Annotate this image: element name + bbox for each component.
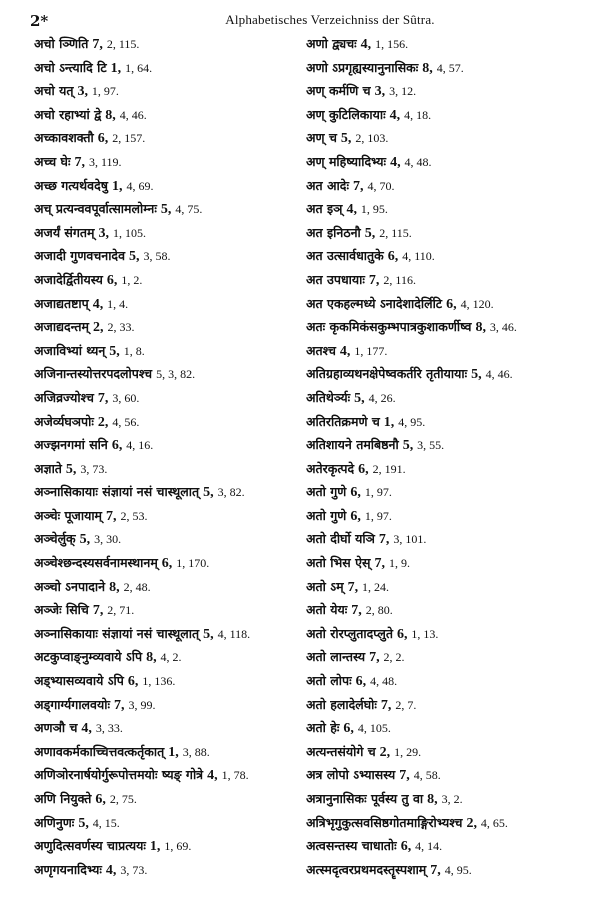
sutra-entry xyxy=(306,244,596,268)
sutra-text: अजाविभ्यां थ्यन् xyxy=(34,342,106,358)
sutra-location: 3, 30. xyxy=(94,532,122,547)
sutra-entry xyxy=(34,598,296,622)
sutra-entry xyxy=(306,197,596,221)
sutra-book: 7, xyxy=(368,272,380,288)
sutra-text: अणो द्व्यचः xyxy=(306,36,357,51)
sutra-book: 2, xyxy=(379,744,391,760)
sutra-entry xyxy=(34,56,296,80)
sutra-book: 6, xyxy=(343,721,354,737)
sutra-entry xyxy=(34,669,296,693)
sutra-text: अजर्यं संगतम् xyxy=(34,224,95,240)
sutra-entry xyxy=(306,669,596,693)
sutra-text: अड्भ्यासव्यवाये ऽपि xyxy=(34,673,124,689)
sutra-location: 4, 65. xyxy=(480,815,508,830)
sutra-text: अत इञ् xyxy=(306,201,343,217)
sutra-text: अतो हेः xyxy=(306,720,340,736)
sutra-book: 8, xyxy=(146,650,157,666)
sutra-book: 7, xyxy=(378,532,390,548)
sutra-entry xyxy=(306,410,596,434)
sutra-location: 2, 53. xyxy=(120,508,148,523)
sutra-entry xyxy=(34,410,296,434)
sutra-entry xyxy=(34,433,296,457)
sutra-entry xyxy=(34,763,296,787)
sutra-location: 4, 105. xyxy=(357,721,391,736)
sutra-text: अञ्चेः पूजायाम् xyxy=(34,507,103,523)
sutra-entry xyxy=(306,504,596,528)
sutra-location: 3, 55. xyxy=(417,438,445,453)
sutra-book: 7, xyxy=(352,178,364,194)
sutra-book: 7, xyxy=(430,862,441,878)
sutra-entry xyxy=(306,174,596,198)
sutra-entry xyxy=(306,150,596,174)
sutra-location: 3, 101. xyxy=(393,532,427,547)
sutra-entry xyxy=(306,103,596,127)
sutra-book: 4, xyxy=(81,721,92,737)
sutra-book: 6, xyxy=(127,674,139,690)
sutra-book: 5, xyxy=(65,461,77,477)
sutra-entry xyxy=(34,315,296,339)
sutra-book: 5, xyxy=(354,390,365,406)
sutra-entry xyxy=(34,858,296,882)
sutra-text: अतो दीर्घो यञि xyxy=(306,531,375,547)
sutra-text: अजादी गुणवचनादेव xyxy=(34,248,126,264)
sutra-location: 2, 71. xyxy=(107,603,135,618)
sutra-location: 1, 156. xyxy=(375,37,409,51)
sutra-entry xyxy=(306,126,596,150)
sutra-text: अञ्चेर्लुक् xyxy=(34,531,76,547)
sutra-entry xyxy=(34,244,296,268)
sutra-entry xyxy=(306,221,596,245)
sutra-book: 5, xyxy=(402,438,414,454)
sutra-location: 1, 9. xyxy=(388,556,410,571)
sutra-entry xyxy=(306,763,596,787)
sutra-location: 4, 95. xyxy=(398,414,426,429)
sutra-entry xyxy=(306,386,596,410)
sutra-book: 3, xyxy=(77,84,88,100)
sutra-entry xyxy=(34,834,296,858)
sutra-entry xyxy=(306,339,596,363)
sutra-entry xyxy=(34,504,296,528)
sutra-location: 4, 95. xyxy=(444,862,472,877)
sutra-location: 4, 46. xyxy=(485,367,513,382)
sutra-book: 4, xyxy=(92,296,104,312)
sutra-text: अञ्चो ऽनपादाने xyxy=(34,578,106,594)
sutra-location: 4, 118. xyxy=(217,626,251,641)
sutra-location: 1, 97. xyxy=(364,508,392,523)
sutra-location: 4, 56. xyxy=(112,414,140,429)
sutra-location: 2, 48. xyxy=(123,579,151,594)
sutra-text: अत आदेः xyxy=(306,177,349,193)
sutra-book: 6, xyxy=(396,626,408,642)
sutra-book: 8, xyxy=(105,107,116,123)
sutra-book: 6, xyxy=(111,438,123,454)
sutra-entry xyxy=(34,575,296,599)
sutra-text: अतिथेर्ञ्यः xyxy=(306,389,351,405)
sutra-text: अत्यन्तसंयोगे च xyxy=(306,743,376,759)
sutra-text: अतिग्रहाव्यथनक्षेपेष्वकर्तरि तृतीयायाः xyxy=(306,366,468,382)
sutra-location: 3, 12. xyxy=(389,84,417,99)
sutra-entry xyxy=(306,315,596,339)
sutra-location: 3, 88. xyxy=(182,744,210,759)
sutra-entry xyxy=(34,197,296,221)
sutra-entry xyxy=(34,787,296,811)
sutra-location: 2, 157. xyxy=(112,131,146,146)
sutra-entry xyxy=(306,740,596,764)
sutra-location: 1, 4. xyxy=(107,296,129,311)
sutra-text: अतश्च xyxy=(306,342,336,358)
sutra-location: 4, 48. xyxy=(370,674,398,689)
sutra-text: अत्रानुनासिकः पूर्वस्य तु वा xyxy=(306,791,424,806)
sutra-location: 2, 75. xyxy=(109,792,137,806)
sutra-book: 3, xyxy=(374,84,386,100)
sutra-text: अजाद्यतष्टाप् xyxy=(34,295,89,311)
sutra-book: 5, xyxy=(129,249,140,265)
sutra-location: 3, 99. xyxy=(128,697,156,712)
sutra-entry xyxy=(34,811,296,835)
sutra-text: अटकुप्वाङ्नुम्व्यवाये ऽपि xyxy=(34,649,143,665)
sutra-text: अञ्नासिकायाः संज्ञायां नसं चास्थूलात् xyxy=(34,484,200,500)
sutra-entry xyxy=(306,787,596,811)
sutra-text: अतिशायने तमबिष्ठनौ xyxy=(306,437,399,453)
sutra-entry xyxy=(306,79,596,103)
sutra-location: 4, 18. xyxy=(404,107,432,122)
sutra-location: 1, 78. xyxy=(221,768,249,783)
sutra-entry xyxy=(34,716,296,740)
sutra-text: अतो लोपः xyxy=(306,673,352,689)
sutra-location: 4, 75. xyxy=(175,202,203,217)
sutra-location: 3, 46. xyxy=(489,320,517,335)
sutra-book: 5, xyxy=(340,131,352,147)
sutra-entry xyxy=(34,740,296,764)
sutra-entry xyxy=(34,32,296,56)
sutra-book: 7, xyxy=(380,697,392,713)
sutra-location: 3, 82. xyxy=(217,485,245,500)
sutra-location: 2, 115. xyxy=(106,37,140,51)
sutra-book: 5, xyxy=(160,202,172,218)
sutra-text: अच् प्रत्यन्ववपूर्वात्सामलोम्नः xyxy=(34,201,157,217)
sutra-book: 5, xyxy=(79,532,91,548)
sutra-book: 1, xyxy=(111,178,123,194)
sutra-entry xyxy=(34,480,296,504)
sutra-text: अञ्चेश्छन्दस्यसर्वनामस्थानम् xyxy=(34,555,158,571)
sutra-text: अणि नियुक्ते xyxy=(34,791,92,806)
sutra-text: अणिनुणः xyxy=(34,814,75,830)
sutra-entry xyxy=(34,221,296,245)
sutra-book: 2, xyxy=(466,815,477,831)
sutra-location: 1, 24. xyxy=(362,579,390,594)
sutra-text: अजादेर्द्वितीयस्य xyxy=(34,271,103,287)
sutra-book: 6, xyxy=(106,272,118,288)
sutra-entry xyxy=(34,693,296,717)
sutra-location: 2, 33. xyxy=(107,320,135,335)
sutra-entry xyxy=(306,527,596,551)
sutra-entry xyxy=(306,32,596,56)
sutra-entry xyxy=(34,103,296,127)
sutra-book: 4, xyxy=(207,768,218,784)
sutra-text: अतो गुणे xyxy=(306,507,347,523)
sutra-location: 1, 170. xyxy=(176,556,210,571)
sutra-location: 4, 15. xyxy=(92,815,120,830)
sutra-entry xyxy=(34,645,296,669)
sutra-book: 7, xyxy=(399,768,410,784)
sutra-text: अणिञोरनार्षयोर्गुरूपोत्तमयोः ष्यङ् गोत्रे xyxy=(34,767,204,783)
sutra-entry xyxy=(34,362,296,386)
sutra-text: अचो ऽन्त्यादि टि xyxy=(34,59,107,75)
sutra-text: अत्स्मदृत्वरप्रथमदस्तॄस्पशाम् xyxy=(306,861,427,877)
sutra-location: 3, 58. xyxy=(143,249,171,264)
sutra-location: 1, 8. xyxy=(123,343,145,358)
sutra-text: अच्कावशक्तौ xyxy=(34,130,94,146)
sutra-entry xyxy=(34,174,296,198)
sutra-entry xyxy=(34,79,296,103)
right-column xyxy=(306,32,596,881)
sutra-book: 6, xyxy=(355,674,367,690)
sutra-book: 1, xyxy=(110,60,122,76)
sutra-entry xyxy=(306,598,596,622)
sutra-text: अञ्नासिकायाः संज्ञायां नसं चास्थूलात् xyxy=(34,625,200,641)
sutra-text: अण् कर्मणि च xyxy=(306,83,371,99)
sutra-entry xyxy=(306,811,596,835)
sutra-location: 4, 16. xyxy=(126,438,154,453)
sutra-text: अतो ऽम् xyxy=(306,578,344,594)
sutra-entry xyxy=(34,292,296,316)
sutra-book: 5, xyxy=(203,485,214,501)
sutra-location: 4, 46. xyxy=(119,107,147,122)
sutra-book: 6, xyxy=(446,296,457,312)
sutra-book: 4, xyxy=(346,202,357,218)
sutra-book: 7, xyxy=(113,697,125,713)
sutra-text: अणृगयनादिभ्यः xyxy=(34,861,102,877)
sutra-location: 1, 97. xyxy=(91,84,119,99)
sutra-entry xyxy=(306,551,596,575)
sutra-text: अचो यत् xyxy=(34,83,74,99)
sutra-text: अच्छ गत्यर्थवदेषु xyxy=(34,177,108,193)
sutra-location: 4, 26. xyxy=(368,390,396,405)
sutra-book: 6, xyxy=(350,508,361,524)
sutra-entry xyxy=(306,268,596,292)
sutra-location: 4, 120. xyxy=(460,296,494,311)
sutra-text: अजाद्यदन्तम् xyxy=(34,319,90,335)
sutra-entry xyxy=(306,457,596,481)
sutra-text: अण् च xyxy=(306,130,337,146)
sutra-location: 1, 95. xyxy=(360,202,388,217)
sutra-text: अत एकहल्मध्ये ऽनादेशादेर्लिटि xyxy=(306,295,443,311)
sutra-book: 8, xyxy=(422,60,433,76)
sutra-text: अणुदित्सवर्णस्य चाप्रत्ययः xyxy=(34,838,146,854)
sutra-book: 4, xyxy=(339,343,351,359)
sutra-location: 2, 7. xyxy=(395,697,417,712)
sutra-text: अणो ऽप्रगृह्यस्यानुनासिकः xyxy=(306,59,419,75)
sutra-entry xyxy=(34,339,296,363)
sutra-text: अतिरतिक्रमणे च xyxy=(306,413,380,429)
sutra-location: 1, 64. xyxy=(125,60,153,75)
sutra-text: अणावकर्मकाच्चित्तवत्कर्तृकात् xyxy=(34,743,165,759)
sutra-book: 6, xyxy=(95,792,106,807)
sutra-book: 5, xyxy=(364,225,376,241)
sutra-text: अतः कृकमिकंसकुम्भपात्रकुशाकर्णीष्व xyxy=(306,319,472,335)
sutra-book: 4, xyxy=(360,37,372,52)
sutra-book: 1, xyxy=(383,414,395,430)
sutra-text: अञ्जेः सिचि xyxy=(34,602,89,618)
sutra-book: 4, xyxy=(105,862,117,878)
sutra-entry xyxy=(306,716,596,740)
sutra-location: 3, 33. xyxy=(95,721,123,736)
sutra-location: 1, 2. xyxy=(121,272,143,287)
sutra-book: 2, xyxy=(93,320,104,336)
sutra-text: अज्झनगमां सनि xyxy=(34,437,108,453)
sutra-location: 3, 60. xyxy=(112,390,140,405)
sutra-location: 2, 80. xyxy=(365,603,393,618)
sutra-book: 2, xyxy=(97,414,109,430)
sutra-entry xyxy=(306,56,596,80)
sutra-text: अतो रोरप्लुतादप्लुते xyxy=(306,625,393,641)
sutra-entry xyxy=(34,622,296,646)
sutra-entry xyxy=(34,268,296,292)
sutra-location: 3, 119. xyxy=(88,154,122,169)
sutra-location: 4, 48. xyxy=(404,154,432,169)
sutra-book: 6, xyxy=(387,249,399,265)
sutra-book: 6, xyxy=(161,556,173,572)
running-title: Alphabetisches Verzeichniss der Sûtra. xyxy=(225,12,435,27)
sutra-book: 5, xyxy=(109,343,120,359)
sutra-text: अत इनिठनौ xyxy=(306,224,361,240)
sutra-book: 1, xyxy=(149,839,161,855)
sutra-location: 5, 3, 82. xyxy=(156,367,196,382)
sutra-book: 7, xyxy=(351,603,362,619)
sutra-entry xyxy=(34,551,296,575)
sutra-text: अचो ञ्णिति xyxy=(34,36,89,51)
sutra-location: 1, 136. xyxy=(142,674,176,689)
sutra-text: अत्रिभृगुकुत्सवसिष्ठगोतमाङ्गिरोभ्यश्च xyxy=(306,814,463,830)
sutra-location: 1, 177. xyxy=(354,343,388,358)
sutra-text: अतो भिस ऐस् xyxy=(306,555,371,571)
sutra-location: 2, 191. xyxy=(372,461,406,476)
sutra-location: 4, 58. xyxy=(413,768,441,783)
sutra-book: 5, xyxy=(471,367,482,383)
sutra-entry xyxy=(34,126,296,150)
sutra-text: अज्ञाते xyxy=(34,460,62,476)
sutra-location: 4, 70. xyxy=(367,178,395,193)
sutra-book: 4, xyxy=(389,107,401,123)
sutra-location: 4, 69. xyxy=(126,178,154,193)
sutra-book: 7, xyxy=(374,556,385,572)
sutra-book: 4, xyxy=(390,154,401,170)
sutra-location: 1, 13. xyxy=(411,626,439,641)
sutra-text: अत्वसन्तस्य चाधातोः xyxy=(306,838,397,854)
sutra-entry xyxy=(306,645,596,669)
sutra-location: 3, 2. xyxy=(441,792,463,806)
sutra-text: अच्च घेः xyxy=(34,153,71,169)
sutra-entry xyxy=(306,834,596,858)
sutra-entry xyxy=(306,693,596,717)
sutra-book: 5, xyxy=(203,626,214,642)
sutra-entry xyxy=(306,433,596,457)
sutra-book: 7, xyxy=(74,154,85,170)
sutra-location: 4, 57. xyxy=(436,60,464,75)
sutra-location: 3, 73. xyxy=(120,862,148,877)
sutra-entry xyxy=(306,480,596,504)
sutra-location: 4, 14. xyxy=(415,839,443,854)
sutra-entry xyxy=(306,575,596,599)
sutra-entry xyxy=(306,858,596,882)
sutra-location: 2, 115. xyxy=(379,225,412,240)
sutra-text: अजिव्रज्योश्च xyxy=(34,389,94,405)
sutra-entry xyxy=(306,362,596,386)
sutra-text: अत उत्सार्वधातुके xyxy=(306,248,384,264)
sutra-text: अणञौ च xyxy=(34,720,78,736)
sutra-entry xyxy=(306,622,596,646)
sutra-location: 2, 116. xyxy=(383,272,416,287)
sutra-entry xyxy=(34,527,296,551)
sutra-text: अजेर्व्यघञपोः xyxy=(34,413,94,429)
sutra-text: अत्र लोपो ऽभ्यासस्य xyxy=(306,767,396,783)
sutra-book: 6, xyxy=(350,485,361,501)
sutra-text: अण् महिष्यादिभ्यः xyxy=(306,153,387,169)
sutra-text: अतो लान्तस्य xyxy=(306,649,366,665)
sutra-text: अतो येयः xyxy=(306,602,348,618)
sutra-book: 7, xyxy=(347,579,359,595)
sutra-location: 1, 97. xyxy=(364,485,392,500)
sutra-text: अतेरकृत्पदे xyxy=(306,460,355,476)
left-column xyxy=(34,32,296,881)
sutra-book: 3, xyxy=(98,225,109,241)
sutra-location: 1, 69. xyxy=(164,839,192,854)
sutra-text: अण् कुटिलिकायाः xyxy=(306,106,386,122)
sutra-location: 4, 2. xyxy=(160,650,182,665)
sutra-book: 6, xyxy=(97,131,109,147)
sutra-book: 7, xyxy=(106,508,117,524)
sutra-book: 7, xyxy=(92,37,103,52)
sutra-book: 8, xyxy=(427,792,438,807)
sutra-location: 1, 105. xyxy=(112,225,146,240)
sutra-location: 2, 103. xyxy=(355,131,389,146)
sutra-book: 1, xyxy=(168,744,179,760)
sutra-text: अत उपधायाः xyxy=(306,271,365,287)
sutra-entry xyxy=(34,457,296,481)
sutra-entry xyxy=(34,386,296,410)
sutra-location: 1, 29. xyxy=(394,744,422,759)
sutra-book: 7, xyxy=(97,390,109,406)
sutra-text: अचो रहाभ्यां द्वे xyxy=(34,106,102,122)
sutra-text: अड्गार्ग्यगालवयोः xyxy=(34,696,110,712)
sutra-book: 8, xyxy=(475,320,486,336)
page-number: 2* xyxy=(30,12,49,30)
sutra-location: 3, 73. xyxy=(80,461,108,476)
sutra-entry xyxy=(306,292,596,316)
sutra-book: 7, xyxy=(369,650,380,666)
sutra-text: अजिनान्तस्योत्तरपदलोपश्च xyxy=(34,366,153,382)
sutra-entry xyxy=(34,150,296,174)
sutra-location: 2, 2. xyxy=(383,650,405,665)
sutra-location: 4, 110. xyxy=(402,249,435,264)
sutra-book: 7, xyxy=(92,603,104,619)
sutra-text: अतो गुणे xyxy=(306,484,347,500)
sutra-book: 8, xyxy=(109,579,120,595)
sutra-book: 5, xyxy=(78,815,89,831)
sutra-book: 6, xyxy=(358,461,369,477)
sutra-book: 6, xyxy=(400,839,412,855)
sutra-text: अतो हलादेर्लघोः xyxy=(306,696,377,712)
